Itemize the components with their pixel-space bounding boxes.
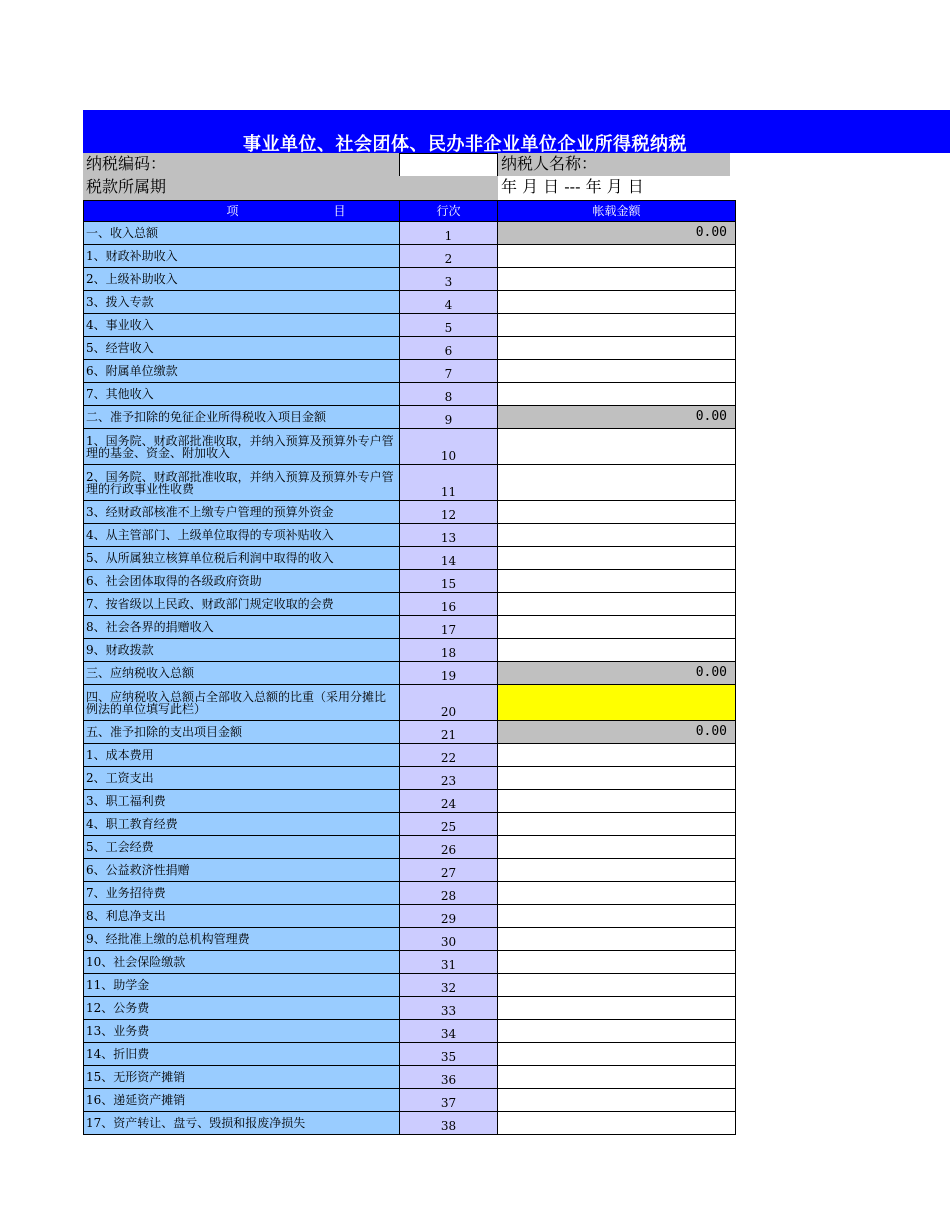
table-row [84, 222, 736, 245]
row-amount-input[interactable] [498, 501, 736, 524]
row-seq-number: 7 [400, 360, 498, 383]
row-amount-input[interactable] [498, 767, 736, 790]
row-seq-number: 1 [400, 222, 498, 245]
row-seq-number: 27 [400, 859, 498, 882]
table-row [84, 662, 736, 685]
row-seq-number: 14 [400, 547, 498, 570]
row-amount-input[interactable] [498, 1066, 736, 1089]
row-seq-number: 3 [400, 268, 498, 291]
table-row [84, 524, 736, 547]
taxpayer-name-label: 纳税人名称： [498, 153, 730, 176]
row-item-label: 4、事业收入 [84, 314, 400, 337]
table-row [84, 501, 736, 524]
row-amount-input[interactable] [498, 337, 736, 360]
row-seq-number: 36 [400, 1066, 498, 1089]
table-row [84, 813, 736, 836]
table-row [84, 928, 736, 951]
table-row [84, 1020, 736, 1043]
row-seq-number: 8 [400, 383, 498, 406]
table-row [84, 314, 736, 337]
row-seq-number: 31 [400, 951, 498, 974]
row-item-label: 1、国务院、财政部批准收取，并纳入预算及预算外专户管理的基金、资金、附加收入 [84, 429, 400, 465]
row-item-label: 四、应纳税收入总额占全部收入总额的比重（采用分摊比例法的单位填写此栏） [84, 685, 400, 721]
row-seq-number: 25 [400, 813, 498, 836]
row-item-label: 5、工会经费 [84, 836, 400, 859]
table-row [84, 905, 736, 928]
row-seq-number: 38 [400, 1112, 498, 1135]
row-amount-input[interactable] [498, 1112, 736, 1135]
row-seq-number: 11 [400, 465, 498, 501]
row-item-label: 7、业务招待费 [84, 882, 400, 905]
row-seq-number: 34 [400, 1020, 498, 1043]
table-row [84, 245, 736, 268]
row-amount-input[interactable] [498, 1043, 736, 1066]
table-row [84, 429, 736, 465]
row-item-label: 4、从主管部门、上级单位取得的专项补贴收入 [84, 524, 400, 547]
row-amount-input[interactable] [498, 997, 736, 1020]
row-amount-input[interactable] [498, 1020, 736, 1043]
row-amount-total: 0.00 [498, 721, 736, 744]
row-item-label: 2、国务院、财政部批准收取，并纳入预算及预算外专户管理的行政事业性收费 [84, 465, 400, 501]
table-row [84, 790, 736, 813]
table-row [84, 570, 736, 593]
row-item-label: 7、按省级以上民政、财政部门规定收取的会费 [84, 593, 400, 616]
row-seq-number: 35 [400, 1043, 498, 1066]
row-seq-number: 4 [400, 291, 498, 314]
table-header-row [84, 201, 736, 222]
row-amount-input[interactable] [498, 951, 736, 974]
row-item-label: 1、成本费用 [84, 744, 400, 767]
row-seq-number: 26 [400, 836, 498, 859]
row-item-label: 2、上级补助收入 [84, 268, 400, 291]
row-item-label: 13、业务费 [84, 1020, 400, 1043]
row-seq-number: 15 [400, 570, 498, 593]
table-row [84, 465, 736, 501]
row-amount-input[interactable] [498, 836, 736, 859]
row-amount-total: 0.00 [498, 662, 736, 685]
row-amount-total: 0.00 [498, 222, 736, 245]
row-amount-input[interactable] [498, 360, 736, 383]
table-row [84, 997, 736, 1020]
row-item-label: 6、公益救济性捐赠 [84, 859, 400, 882]
table-row [84, 593, 736, 616]
row-seq-number: 16 [400, 593, 498, 616]
row-amount-input[interactable] [498, 593, 736, 616]
column-header-item [84, 201, 400, 222]
table-row [84, 685, 736, 721]
table-row [84, 1112, 736, 1135]
row-amount-input[interactable] [498, 790, 736, 813]
table-row [84, 1089, 736, 1112]
row-seq-number: 9 [400, 406, 498, 429]
table-row [84, 291, 736, 314]
row-amount-input[interactable] [498, 685, 736, 721]
table-row [84, 744, 736, 767]
row-amount-input[interactable] [498, 882, 736, 905]
row-item-label: 7、其他收入 [84, 383, 400, 406]
row-item-label: 6、社会团体取得的各级政府资助 [84, 570, 400, 593]
column-header-amount: 帐载金额 [498, 201, 736, 222]
row-amount-input[interactable] [498, 383, 736, 406]
column-header-item-left: 项 [226, 204, 239, 218]
row-seq-number: 20 [400, 685, 498, 721]
row-amount-input[interactable] [498, 813, 736, 836]
row-item-label: 9、财政拨款 [84, 639, 400, 662]
row-item-label: 16、递延资产摊销 [84, 1089, 400, 1112]
row-item-label: 2、工资支出 [84, 767, 400, 790]
table-row [84, 1066, 736, 1089]
row-seq-number: 19 [400, 662, 498, 685]
row-amount-input[interactable] [498, 928, 736, 951]
row-amount-input[interactable] [498, 291, 736, 314]
row-seq-number: 21 [400, 721, 498, 744]
row-seq-number: 28 [400, 882, 498, 905]
tax-period-label: 税款所属期 [83, 176, 498, 200]
row-amount-input[interactable] [498, 744, 736, 767]
table-row [84, 268, 736, 291]
table-row [84, 882, 736, 905]
row-item-label: 1、财政补助收入 [84, 245, 400, 268]
row-amount-input[interactable] [498, 245, 736, 268]
row-item-label: 3、拨入专款 [84, 291, 400, 314]
row-item-label: 一、收入总额 [84, 222, 400, 245]
table-row [84, 1043, 736, 1066]
table-row [84, 360, 736, 383]
table-row [84, 406, 736, 429]
table-row [84, 547, 736, 570]
row-item-label: 15、无形资产摊销 [84, 1066, 400, 1089]
table-row [84, 616, 736, 639]
row-item-label: 4、职工教育经费 [84, 813, 400, 836]
tax-code-field[interactable] [399, 153, 498, 177]
row-seq-number: 29 [400, 905, 498, 928]
row-amount-input[interactable] [498, 429, 736, 465]
row-amount-input[interactable] [498, 570, 736, 593]
row-item-label: 五、准予扣除的支出项目金额 [84, 721, 400, 744]
table-row [84, 767, 736, 790]
row-amount-total: 0.00 [498, 406, 736, 429]
row-amount-input[interactable] [498, 268, 736, 291]
row-seq-number: 17 [400, 616, 498, 639]
row-amount-input[interactable] [498, 974, 736, 997]
row-amount-input[interactable] [498, 639, 736, 662]
row-item-label: 14、折旧费 [84, 1043, 400, 1066]
row-seq-number: 32 [400, 974, 498, 997]
row-item-label: 三、应纳税收入总额 [84, 662, 400, 685]
row-item-label: 17、资产转让、盘亏、毁损和报废净损失 [84, 1112, 400, 1135]
row-seq-number: 6 [400, 337, 498, 360]
row-item-label: 3、职工福利费 [84, 790, 400, 813]
row-item-label: 6、附属单位缴款 [84, 360, 400, 383]
tax-table [83, 200, 736, 1135]
row-item-label: 8、社会各界的捐赠收入 [84, 616, 400, 639]
row-amount-input[interactable] [498, 905, 736, 928]
column-header-item-right: 目 [333, 204, 346, 218]
title-bar [83, 110, 950, 153]
table-row [84, 639, 736, 662]
column-header-seq: 行次 [400, 201, 498, 222]
row-amount-input[interactable] [498, 314, 736, 337]
row-item-label: 5、从所属独立核算单位税后利润中取得的收入 [84, 547, 400, 570]
row-seq-number: 22 [400, 744, 498, 767]
tax-code-label: 纳税编码： [83, 153, 399, 176]
row-item-label: 12、公务费 [84, 997, 400, 1020]
row-seq-number: 10 [400, 429, 498, 465]
row-amount-input[interactable] [498, 859, 736, 882]
table-row [84, 721, 736, 744]
row-seq-number: 33 [400, 997, 498, 1020]
table-row [84, 951, 736, 974]
row-seq-number: 23 [400, 767, 498, 790]
row-seq-number: 5 [400, 314, 498, 337]
row-seq-number: 12 [400, 501, 498, 524]
row-amount-input[interactable] [498, 616, 736, 639]
row-item-label: 二、准予扣除的免征企业所得税收入项目金额 [84, 406, 400, 429]
row-seq-number: 18 [400, 639, 498, 662]
row-seq-number: 13 [400, 524, 498, 547]
row-item-label: 3、经财政部核准不上缴专户管理的预算外资金 [84, 501, 400, 524]
tax-period-field[interactable]: 年 月 日 --- 年 月 日 [498, 176, 730, 200]
row-item-label: 11、助学金 [84, 974, 400, 997]
row-seq-number: 30 [400, 928, 498, 951]
table-row [84, 859, 736, 882]
table-row [84, 383, 736, 406]
row-item-label: 5、经营收入 [84, 337, 400, 360]
table-row [84, 836, 736, 859]
row-amount-input[interactable] [498, 465, 736, 501]
table-row [84, 337, 736, 360]
row-seq-number: 2 [400, 245, 498, 268]
row-seq-number: 24 [400, 790, 498, 813]
row-seq-number: 37 [400, 1089, 498, 1112]
row-amount-input[interactable] [498, 524, 736, 547]
table-row [84, 974, 736, 997]
row-amount-input[interactable] [498, 547, 736, 570]
form-title: 事业单位、社会团体、民办非企业单位企业所得税纳税 [243, 134, 687, 153]
row-item-label: 10、社会保险缴款 [84, 951, 400, 974]
row-item-label: 9、经批准上缴的总机构管理费 [84, 928, 400, 951]
row-amount-input[interactable] [498, 1089, 736, 1112]
row-item-label: 8、利息净支出 [84, 905, 400, 928]
